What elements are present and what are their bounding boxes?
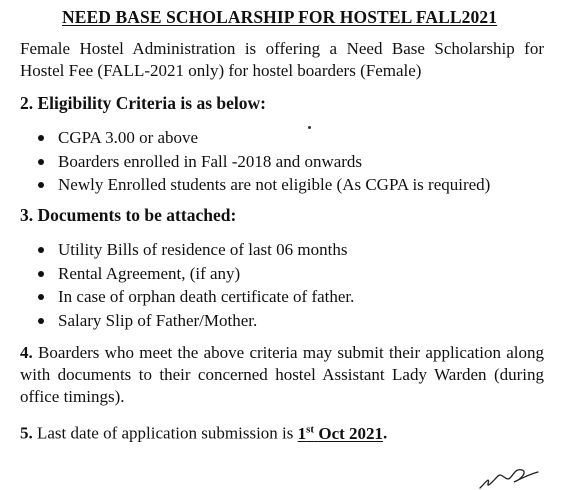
list-item: Utility Bills of residence of last 06 months (35, 238, 354, 262)
list-item: Rental Agreement, (if any) (35, 262, 354, 286)
bullet-icon (38, 135, 44, 141)
submission-text: Boarders who meet the above criteria may submit their application along with documents to their concerned hostel Assistant Lady Warden (during office timings). (20, 343, 544, 406)
bullet-icon (38, 247, 44, 253)
bullet-icon (38, 159, 44, 165)
deadline-text: Last date of application submission is (37, 423, 294, 443)
bullet-icon (38, 271, 44, 277)
submission-paragraph (20, 342, 544, 408)
bullet-icon (38, 318, 44, 324)
list-item: Salary Slip of Father/Mother. (35, 309, 354, 333)
signature-icon (476, 462, 546, 490)
list-item: CGPA 3.00 or above (35, 126, 490, 150)
bullet-icon (38, 182, 44, 188)
list-item: Newly Enrolled students are not eligible (As CGPA is required) (35, 173, 490, 197)
section-number: 4. (20, 343, 33, 362)
eligibility-heading: 2. Eligibility Criteria is as below: (20, 93, 266, 113)
intro-paragraph: Female Hostel Administration is offering a Need Base Scholarship for Hostel Fee (FALL-2021 only) for hostel boarders (Female) (20, 39, 544, 80)
documents-heading: 3. Documents to be attached: (20, 205, 237, 225)
deadline-paragraph: 5. Last date of application submission is 1st Oct 2021. (20, 423, 388, 443)
documents-list (35, 238, 354, 332)
page-title: NEED BASE SCHOLARSHIP FOR HOSTEL FALL2021 (62, 7, 498, 27)
deadline-date: 1st Oct 2021 (297, 423, 384, 443)
eligibility-list (35, 126, 490, 197)
bullet-icon (38, 294, 44, 300)
list-item: In case of orphan death certificate of father. (35, 285, 354, 309)
section-number: 5. (20, 423, 33, 443)
list-item: Boarders enrolled in Fall -2018 and onwards (35, 150, 490, 174)
